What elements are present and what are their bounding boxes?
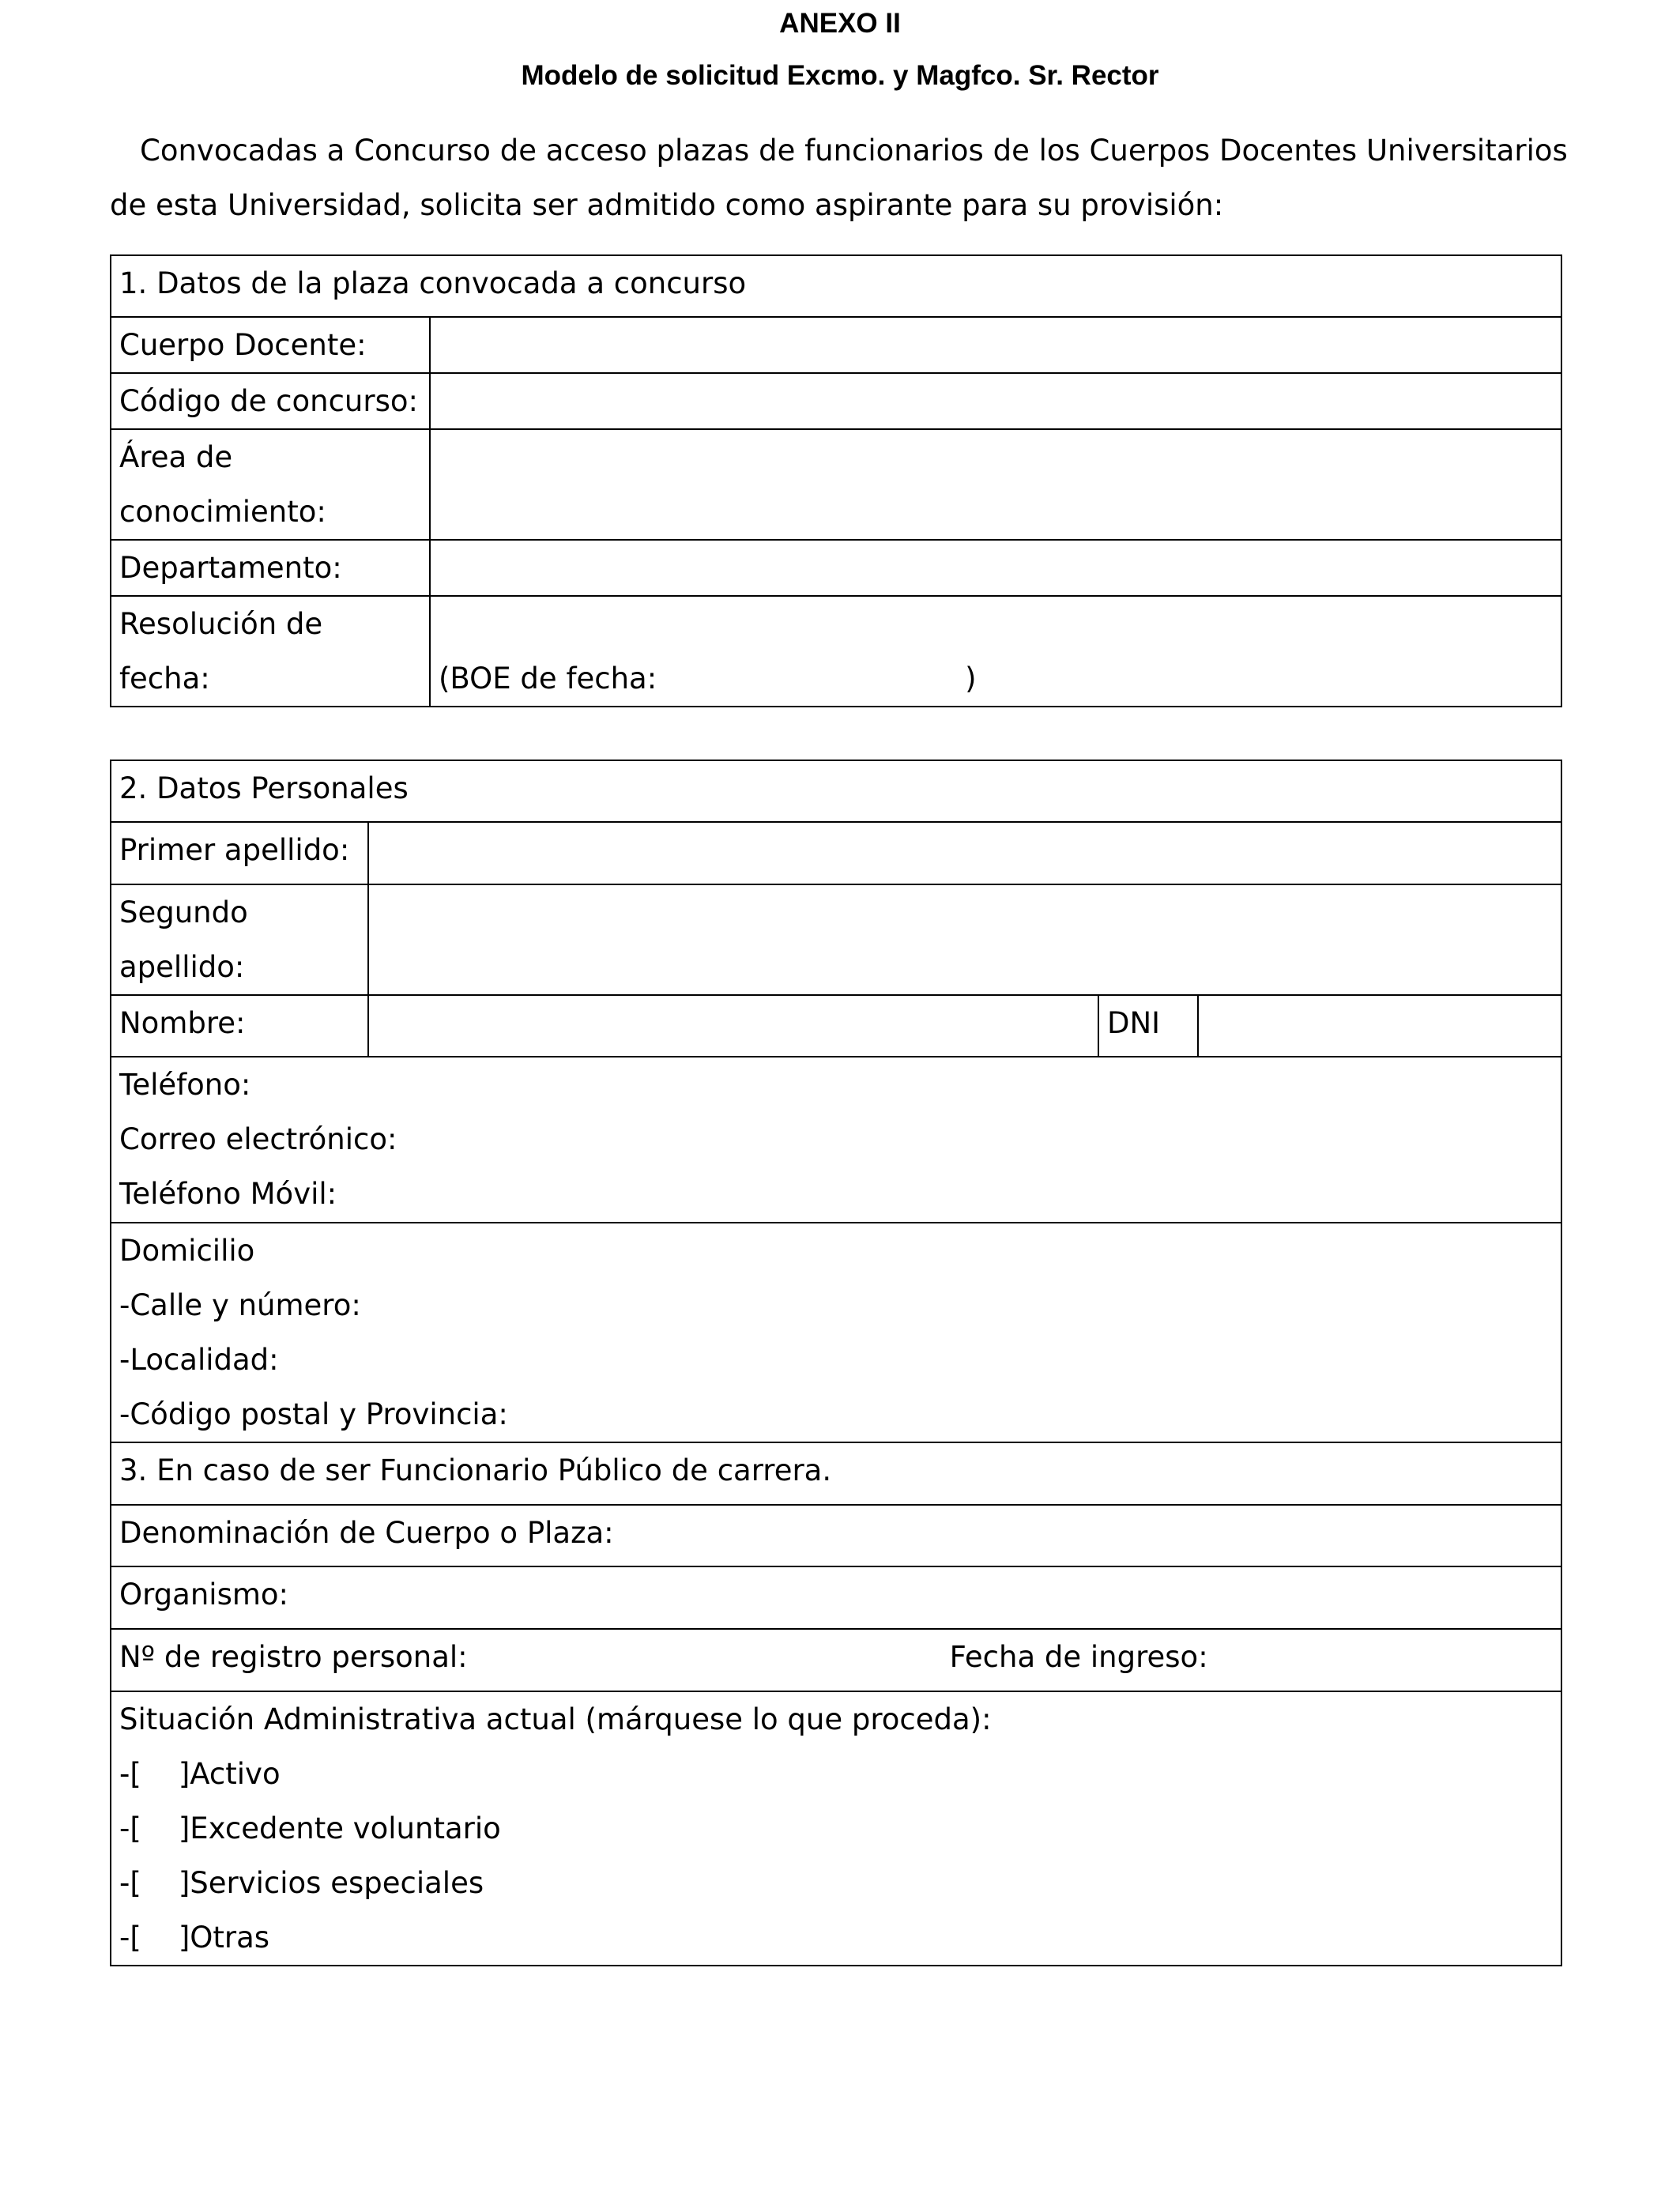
- segundo-label-line-1: Segundo: [119, 895, 248, 929]
- cuerpo-docente-field[interactable]: [430, 317, 1561, 373]
- domicilio-label: Domicilio: [119, 1234, 255, 1268]
- resolucion-field[interactable]: [430, 596, 1561, 707]
- option-servicios-checkbox[interactable]: -[ ]Servicios especiales: [119, 1866, 484, 1900]
- section-3-heading: 3. En caso de ser Funcionario Público de carrera.: [111, 1442, 1561, 1505]
- nombre-field[interactable]: [368, 995, 1098, 1057]
- dni-label: DNI: [1098, 995, 1198, 1057]
- annex-title: ANEXO II: [779, 8, 901, 39]
- segundo-apellido-label: [111, 884, 368, 995]
- cuerpo-docente-label: Cuerpo Docente:: [111, 317, 430, 373]
- intro-paragraph: [110, 123, 1580, 232]
- segundo-apellido-field[interactable]: [368, 884, 1561, 995]
- localidad-label: -Localidad:: [119, 1343, 279, 1377]
- codigo-concurso-label: Código de concurso:: [111, 373, 430, 429]
- calle-label: -Calle y número:: [119, 1288, 361, 1322]
- section-1-heading: 1. Datos de la plaza convocada a concurso: [111, 255, 1561, 317]
- codigo-concurso-field[interactable]: [430, 373, 1561, 429]
- primer-apellido-field[interactable]: [368, 822, 1561, 884]
- intro-line-1: Convocadas a Concurso de acceso plazas de funcionarios de los Cuerpos Docentes Universitarios: [140, 134, 1568, 168]
- movil-label: Teléfono Móvil:: [119, 1177, 337, 1211]
- segundo-label-line-2: apellido:: [119, 950, 245, 984]
- registro-label: Nº de registro personal:: [119, 1640, 468, 1674]
- intro-line-2: de esta Universidad, solicita ser admitido como aspirante para su provisión:: [110, 188, 1224, 222]
- option-excedente-checkbox[interactable]: -[ ]Excedente voluntario: [119, 1811, 501, 1845]
- area-label-line-2: conocimiento:: [119, 495, 326, 529]
- correo-label: Correo electrónico:: [119, 1122, 397, 1156]
- resolucion-label-line-2: fecha:: [119, 662, 210, 696]
- departamento-field[interactable]: [430, 540, 1561, 596]
- resolucion-label: [111, 596, 430, 707]
- area-label-line-1: Área de: [119, 440, 233, 474]
- contact-cell[interactable]: [111, 1057, 1561, 1223]
- boe-open-text: (BOE de fecha:: [439, 662, 657, 696]
- denominacion-cell[interactable]: Denominación de Cuerpo o Plaza:: [111, 1505, 1561, 1566]
- situacion-cell: [111, 1691, 1561, 1966]
- plaza-table: [110, 254, 1562, 707]
- departamento-label: Departamento:: [111, 540, 430, 596]
- situacion-label: Situación Administrativa actual (márquese lo que proceda):: [119, 1702, 992, 1736]
- section-2-heading: 2. Datos Personales: [111, 760, 1561, 822]
- primer-apellido-label: Primer apellido:: [111, 822, 368, 884]
- boe-close-text: ): [965, 662, 977, 696]
- personal-data-table: [110, 760, 1562, 1966]
- cp-provincia-label: -Código postal y Provincia:: [119, 1397, 508, 1431]
- organismo-cell[interactable]: Organismo:: [111, 1566, 1561, 1629]
- area-conocimiento-label: [111, 429, 430, 540]
- fecha-ingreso-label: Fecha de ingreso:: [949, 1640, 1208, 1674]
- telefono-label: Teléfono:: [119, 1068, 251, 1102]
- option-otras-checkbox[interactable]: -[ ]Otras: [119, 1921, 270, 1955]
- form-subtitle: Modelo de solicitud Excmo. y Magfco. Sr. Rector: [521, 60, 1159, 91]
- registro-cell[interactable]: [111, 1629, 1561, 1691]
- area-conocimiento-field[interactable]: [430, 429, 1561, 540]
- nombre-label: Nombre:: [111, 995, 368, 1057]
- domicilio-cell[interactable]: [111, 1223, 1561, 1442]
- option-activo-checkbox[interactable]: -[ ]Activo: [119, 1757, 281, 1791]
- dni-field[interactable]: [1198, 995, 1561, 1057]
- resolucion-label-line-1: Resolución de: [119, 607, 323, 641]
